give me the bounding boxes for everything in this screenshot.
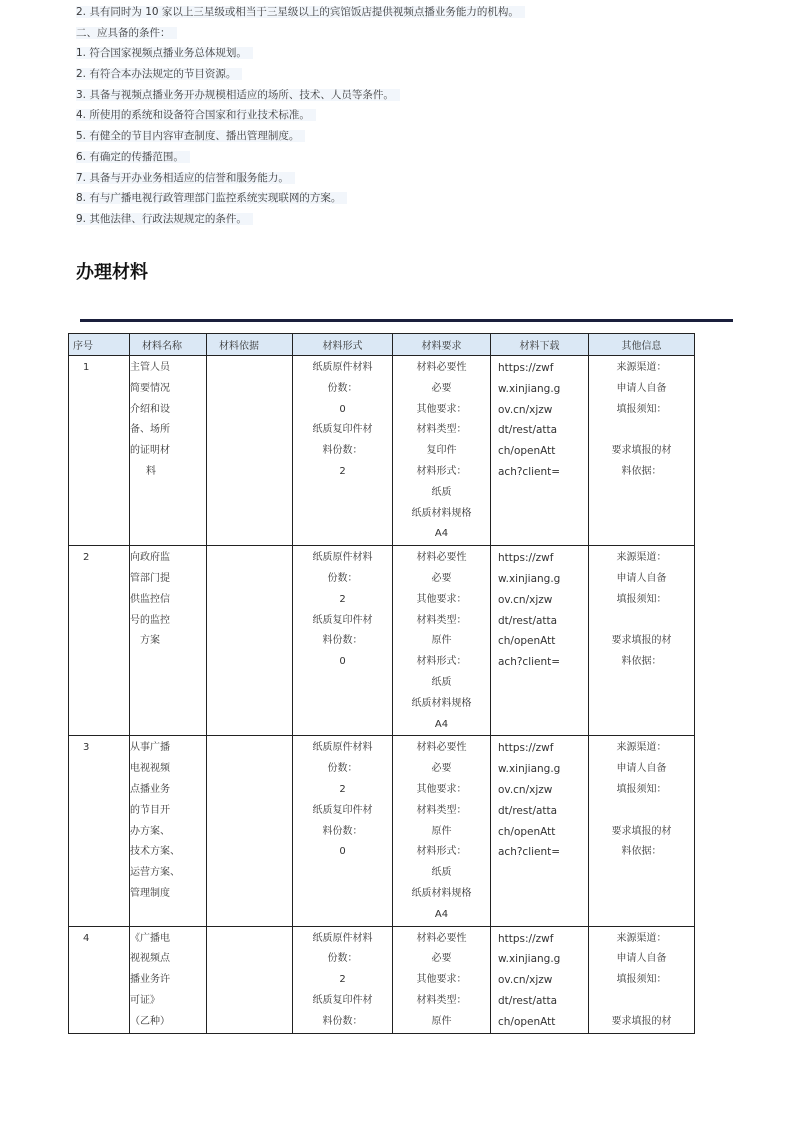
material-name-line: 办方案、 — [130, 825, 170, 837]
other-info-line: 填报须知： — [616, 403, 667, 415]
header-name: 材料名称 — [130, 334, 207, 356]
material-name-line: 点播业务 — [130, 783, 170, 795]
req-cell — [393, 926, 491, 1033]
intro-line-text: 2. 有符合本办法规定的节目资源。 — [76, 68, 242, 80]
intro-line — [76, 85, 756, 106]
intro-line — [76, 209, 756, 230]
other-info-line: 填报须知： — [616, 974, 667, 986]
name-cell — [130, 546, 207, 736]
name-cell — [130, 736, 207, 926]
download-link-line[interactable]: dt/rest/atta — [498, 614, 558, 627]
material-form-line: 纸质原件材料 — [312, 362, 373, 373]
seq-number: 2 — [83, 552, 90, 564]
basis-cell — [207, 546, 293, 736]
header-basis: 材料依据 — [207, 334, 293, 356]
intro-line-text: 4. 所使用的系统和设备符合国家和行业技术标准。 — [76, 109, 316, 121]
download-cell[interactable] — [491, 356, 589, 546]
material-requirement-line: A4 — [434, 908, 449, 920]
material-name-line: 介绍和设 — [130, 403, 170, 415]
other-info-line: 料依据： — [621, 656, 662, 668]
other-info-line: 来源渠道： — [616, 362, 667, 373]
material-form-line: 料份数： — [322, 445, 363, 457]
material-form-line: 2 — [339, 783, 346, 795]
basis-cell — [207, 736, 293, 926]
material-form-line: 料份数： — [322, 825, 363, 837]
download-link-line[interactable]: ch/openAtt — [498, 825, 556, 838]
download-link-line[interactable]: ov.cn/xjzw — [498, 593, 553, 606]
material-form-line: 纸质原件材料 — [312, 552, 373, 564]
intro-line — [76, 168, 756, 189]
other-info-line: 要求填报的材 — [611, 635, 672, 647]
material-requirement-line: A4 — [434, 528, 449, 540]
section-divider — [80, 319, 733, 322]
seq-number: 3 — [83, 742, 90, 754]
material-name-line: 播业务许 — [130, 974, 170, 986]
material-name-line: 号的监控 — [130, 614, 170, 626]
material-requirement-line: 纸质 — [431, 676, 452, 688]
download-link-line[interactable]: dt/rest/atta — [498, 804, 558, 817]
material-requirement-line: 材料类型： — [416, 614, 467, 626]
material-requirement-line: 纸质 — [431, 867, 452, 879]
intro-line — [76, 2, 756, 23]
download-link-line[interactable]: https://zwf — [498, 552, 554, 565]
intro-line — [76, 105, 756, 126]
download-link-line[interactable]: w.xinjiang.g — [498, 572, 561, 585]
download-link-line[interactable]: https://zwf — [498, 932, 554, 945]
intro-line-text: 1. 符合国家视频点播业务总体规划。 — [76, 47, 253, 59]
material-form-line: 2 — [339, 593, 346, 605]
material-form-line: 料份数： — [322, 1015, 363, 1027]
material-requirement-line: 材料形式： — [416, 465, 467, 477]
material-form-line: 纸质复印件材 — [312, 994, 373, 1006]
material-form-line: 0 — [339, 656, 346, 668]
intro-line-text: 6. 有确定的传播范围。 — [76, 151, 190, 163]
header-download: 材料下载 — [491, 334, 589, 356]
download-link-line[interactable]: dt/rest/atta — [498, 424, 558, 437]
material-requirement-line: 材料类型： — [416, 424, 467, 436]
materials-table — [68, 333, 695, 1034]
basis-cell — [207, 926, 293, 1033]
download-link-line[interactable]: ach?client= — [498, 465, 561, 478]
material-name-line: 料 — [146, 465, 156, 477]
material-name-line: 简要情况 — [130, 382, 170, 394]
form-cell — [293, 546, 393, 736]
material-requirement-line: 其他要求： — [416, 783, 467, 795]
conditions-text — [76, 2, 756, 230]
table-row — [69, 546, 695, 736]
download-link-line[interactable]: dt/rest/atta — [498, 994, 558, 1007]
download-link-line[interactable]: ov.cn/xjzw — [498, 403, 553, 416]
other-info-line: 申请人自备 — [616, 953, 667, 965]
table-header-row — [69, 334, 695, 356]
material-name-line: 管部门提 — [130, 572, 170, 584]
intro-line — [76, 64, 756, 85]
seq-cell — [69, 546, 130, 736]
header-seq: 序号 — [69, 334, 130, 356]
download-link-line[interactable]: ach?client= — [498, 656, 561, 669]
material-form-line: 2 — [339, 974, 346, 986]
material-form-line: 份数： — [327, 953, 358, 965]
other-info-line: 料依据： — [621, 846, 662, 858]
download-link-line[interactable]: ch/openAtt — [498, 1015, 556, 1028]
table-row — [69, 926, 695, 1033]
material-requirement-line: 原件 — [431, 635, 452, 647]
intro-line-text: 5. 有健全的节目内容审查制度、播出管理制度。 — [76, 130, 305, 142]
material-form-line: 料份数： — [322, 635, 363, 647]
name-cell — [130, 926, 207, 1033]
material-name-line: 视视频点 — [130, 953, 170, 965]
material-requirement-line: 材料必要性 — [416, 362, 467, 373]
download-link-line[interactable]: ch/openAtt — [498, 635, 556, 648]
material-requirement-line: A4 — [434, 718, 449, 730]
material-form-line: 份数： — [327, 572, 358, 584]
material-form-line: 纸质原件材料 — [312, 742, 373, 754]
download-link-line[interactable]: https://zwf — [498, 742, 554, 755]
intro-line — [76, 126, 756, 147]
download-link-line[interactable]: w.xinjiang.g — [498, 953, 561, 966]
material-name-line: 运营方案、 — [130, 867, 180, 879]
download-link-line[interactable]: ach?client= — [498, 846, 561, 859]
intro-line-text: 8. 有与广播电视行政管理部门监控系统实现联网的方案。 — [76, 192, 347, 204]
seq-cell — [69, 736, 130, 926]
other-info-line: 填报须知： — [616, 783, 667, 795]
basis-cell — [207, 356, 293, 546]
intro-line — [76, 188, 756, 209]
material-name-line: 备、场所 — [130, 424, 170, 436]
material-name-line: 《广播电 — [130, 932, 170, 944]
download-link-line[interactable]: w.xinjiang.g — [498, 382, 561, 395]
material-name-line: 管理制度 — [130, 887, 170, 899]
material-requirement-line: 原件 — [431, 825, 452, 837]
other-cell — [589, 926, 695, 1033]
material-requirement-line: 材料必要性 — [416, 932, 467, 944]
material-name-line: 向政府监 — [130, 552, 170, 564]
material-form-line: 份数： — [327, 763, 358, 775]
intro-line — [76, 23, 756, 44]
material-requirement-line: 纸质材料规格 — [411, 887, 472, 899]
table-row — [69, 356, 695, 546]
header-form: 材料形式 — [293, 334, 393, 356]
material-requirement-line: 其他要求： — [416, 974, 467, 986]
material-requirement-line: 纸质 — [431, 486, 452, 498]
seq-number: 1 — [83, 362, 90, 373]
material-form-line: 份数： — [327, 382, 358, 394]
material-requirement-line: 材料必要性 — [416, 552, 467, 564]
material-name-line: 的节目开 — [130, 804, 170, 816]
material-name-line: 从事广播 — [130, 742, 170, 754]
material-requirement-line: 材料形式： — [416, 846, 467, 858]
material-name-line: （乙种） — [130, 1015, 170, 1027]
other-info-line: 要求填报的材 — [611, 445, 672, 457]
other-info-line: 来源渠道： — [616, 552, 667, 564]
material-requirement-line: 材料形式： — [416, 656, 467, 668]
other-info-line — [589, 420, 694, 441]
material-form-line: 纸质复印件材 — [312, 804, 373, 816]
other-info-line: 来源渠道： — [616, 932, 667, 944]
seq-cell — [69, 926, 130, 1033]
material-name-line: 的证明材 — [130, 445, 170, 457]
header-requirement: 材料要求 — [393, 334, 491, 356]
material-requirement-line: 必要 — [431, 382, 452, 394]
download-link-line[interactable]: https://zwf — [498, 362, 554, 374]
download-cell[interactable] — [491, 546, 589, 736]
other-info-line — [589, 991, 694, 1012]
section-title: 办理材料 — [76, 262, 148, 283]
intro-line — [76, 43, 756, 64]
table-row — [69, 736, 695, 926]
material-name-line: 方案 — [140, 635, 160, 647]
material-requirement-line: 必要 — [431, 572, 452, 584]
download-link-line[interactable]: ch/openAtt — [498, 445, 556, 458]
material-requirement-line: 材料必要性 — [416, 742, 467, 754]
material-requirement-line: 复印件 — [426, 445, 457, 457]
other-info-line — [589, 801, 694, 822]
material-form-line: 0 — [339, 403, 346, 415]
intro-line-text: 3. 具备与视频点播业务开办规模相适应的场所、技术、人员等条件。 — [76, 89, 400, 101]
other-cell — [589, 546, 695, 736]
intro-line — [76, 147, 756, 168]
material-requirement-line: 必要 — [431, 763, 452, 775]
material-requirement-line: 材料类型： — [416, 994, 467, 1006]
form-cell — [293, 926, 393, 1033]
other-info-line: 要求填报的材 — [611, 1015, 672, 1027]
intro-line-text: 9. 其他法律、行政法规规定的条件。 — [76, 213, 253, 225]
req-cell — [393, 736, 491, 926]
material-requirement-line: 其他要求： — [416, 403, 467, 415]
other-info-line: 申请人自备 — [616, 382, 667, 394]
form-cell — [293, 736, 393, 926]
req-cell — [393, 546, 491, 736]
download-cell[interactable] — [491, 736, 589, 926]
download-link-line[interactable]: ov.cn/xjzw — [498, 974, 553, 987]
download-link-line[interactable]: w.xinjiang.g — [498, 763, 561, 776]
seq-cell — [69, 356, 130, 546]
download-link-line[interactable]: ov.cn/xjzw — [498, 783, 553, 796]
intro-line-text: 二、应具备的条件： — [76, 27, 177, 39]
other-info-line: 申请人自备 — [616, 572, 667, 584]
download-cell[interactable] — [491, 926, 589, 1033]
intro-line-text: 2. 具有同时为 10 家以上三星级或相当于三星级以上的宾馆饭店提供视频点播业务能力的机构。 — [76, 6, 525, 18]
material-requirement-line: 其他要求： — [416, 593, 467, 605]
material-name-line: 主管人员 — [130, 362, 170, 373]
material-requirement-line: 原件 — [431, 1015, 452, 1027]
material-name-line: 供监控信 — [130, 593, 170, 605]
material-name-line: 可证》 — [130, 994, 160, 1006]
other-info-line: 填报须知： — [616, 593, 667, 605]
material-name-line: 技术方案、 — [130, 846, 180, 858]
intro-line-text: 7. 具备与开办业务相适应的信誉和服务能力。 — [76, 172, 295, 184]
other-info-line: 申请人自备 — [616, 763, 667, 775]
material-form-line: 纸质复印件材 — [312, 614, 373, 626]
material-name-line: 电视视频 — [130, 763, 170, 775]
header-other: 其他信息 — [589, 334, 695, 356]
material-requirement-line: 必要 — [431, 953, 452, 965]
material-requirement-line: 材料类型： — [416, 804, 467, 816]
material-requirement-line: 纸质材料规格 — [411, 697, 472, 709]
req-cell — [393, 356, 491, 546]
seq-number: 4 — [83, 932, 90, 944]
material-form-line: 纸质原件材料 — [312, 932, 373, 944]
material-form-line: 纸质复印件材 — [312, 424, 373, 436]
other-cell — [589, 356, 695, 546]
other-info-line: 要求填报的材 — [611, 825, 672, 837]
form-cell — [293, 356, 393, 546]
name-cell — [130, 356, 207, 546]
material-form-line: 0 — [339, 846, 346, 858]
other-info-line: 来源渠道： — [616, 742, 667, 754]
material-requirement-line: 纸质材料规格 — [411, 507, 472, 519]
other-cell — [589, 736, 695, 926]
other-info-line: 料依据： — [621, 465, 662, 477]
material-form-line: 2 — [339, 465, 346, 477]
other-info-line — [589, 611, 694, 632]
